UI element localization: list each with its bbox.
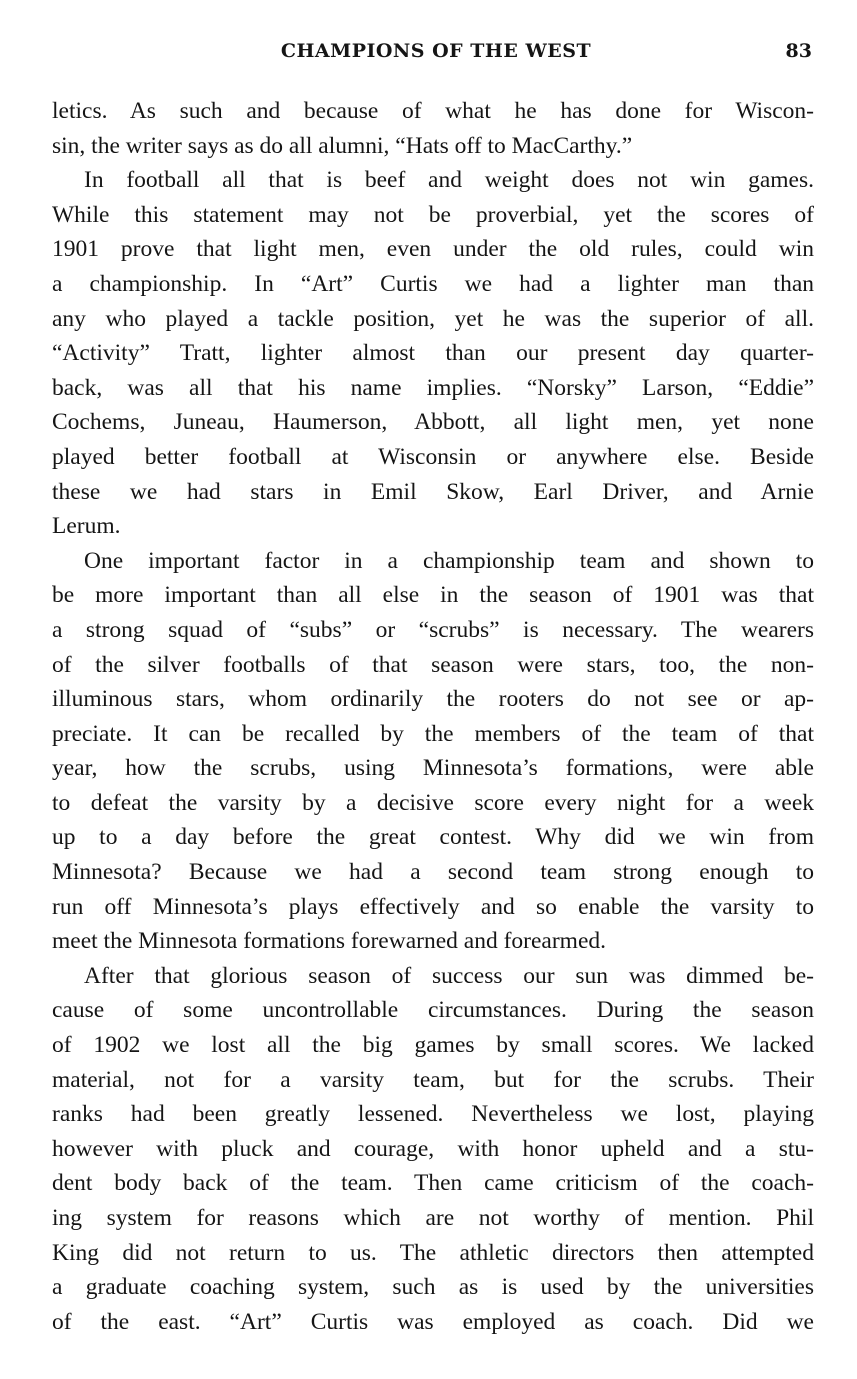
text-line: be more important than all else in the season of 1901 was that — [52, 582, 814, 609]
text-line: of 1902 we lost all the big games by small scores. We lacked — [52, 1032, 814, 1059]
running-head — [56, 38, 816, 68]
text-line: dent body back of the team. Then came criticism of the coach- — [52, 1170, 814, 1197]
text-line: run off Minnesota’s plays effectively and so enable the varsity to — [52, 893, 814, 920]
text-line: Minnesota? Because we had a second team strong enough to — [52, 859, 814, 886]
text-line: ing system for reasons which are not worthy of mention. Phil — [52, 1205, 814, 1231]
paragraph-first-line: After that glorious season of success our sun was dimmed be- — [84, 962, 814, 989]
text-line: any who played a tackle position, yet he was the superior of all. — [52, 305, 814, 332]
text-line: sin, the writer says as do all alumni, “Hats off to MacCarthy.” — [52, 132, 633, 159]
text-line: illuminous stars, whom ordinarily the rooters do not see or ap- — [52, 686, 814, 713]
page-number: 83 — [785, 40, 812, 62]
text-line: “Activity” Tratt, lighter almost than our present day quarter- — [52, 340, 814, 367]
paragraph-first-line: One important factor in a championship team and shown to — [84, 547, 814, 574]
text-line: letics. As such and because of what he has done for Wiscon- — [52, 98, 814, 124]
text-line: Lerum. — [52, 513, 121, 540]
text-line: preciate. It can be recalled by the members of the team of that — [52, 720, 814, 747]
text-line: to defeat the varsity by a decisive score every night for a week — [52, 789, 814, 816]
text-line: however with pluck and courage, with honor upheld and a stu- — [52, 1135, 814, 1162]
text-line: year, how the scrubs, using Minnesota’s formations, were able — [52, 755, 814, 782]
text-line: a strong squad of “subs” or “scrubs” is necessary. The wearers — [52, 616, 814, 643]
text-line: cause of some uncontrollable circumstances. During the season — [52, 997, 814, 1024]
text-line: ranks had been greatly lessened. Nevertheless we lost, playing — [52, 1101, 814, 1128]
text-line: these we had stars in Emil Skow, Earl Driver, and Arnie — [52, 478, 814, 505]
text-line: up to a day before the great contest. Why did we win from — [52, 824, 814, 851]
body-text — [52, 94, 814, 1339]
text-line: material, not for a varsity team, but for the scrubs. Their — [52, 1066, 814, 1093]
text-line: While this statement may not be proverbial, yet the scores of — [52, 201, 814, 228]
paragraph-first-line: In football all that is beef and weight does not win games. — [84, 167, 814, 194]
text-line: 1901 prove that light men, even under the old rules, could win — [52, 236, 814, 263]
text-line: back, was all that his name implies. “Norsky” Larson, “Eddie” — [52, 374, 814, 401]
text-line: played better football at Wisconsin or anywhere else. Beside — [52, 443, 814, 470]
running-title: CHAMPIONS OF THE WEST — [280, 40, 592, 62]
text-line: of the east. “Art” Curtis was employed as coach. Did we — [52, 1308, 814, 1335]
text-line: King did not return to us. The athletic directors then attempted — [52, 1239, 814, 1266]
text-line: a graduate coaching system, such as is used by the universities — [52, 1274, 814, 1301]
text-line: meet the Minnesota formations forewarned and forearmed. — [52, 928, 606, 955]
text-line: of the silver footballs of that season were stars, too, the non- — [52, 651, 814, 678]
text-line: a championship. In “Art” Curtis we had a lighter man than — [52, 270, 814, 297]
text-line: Cochems, Juneau, Haumerson, Abbott, all light men, yet none — [52, 409, 814, 436]
